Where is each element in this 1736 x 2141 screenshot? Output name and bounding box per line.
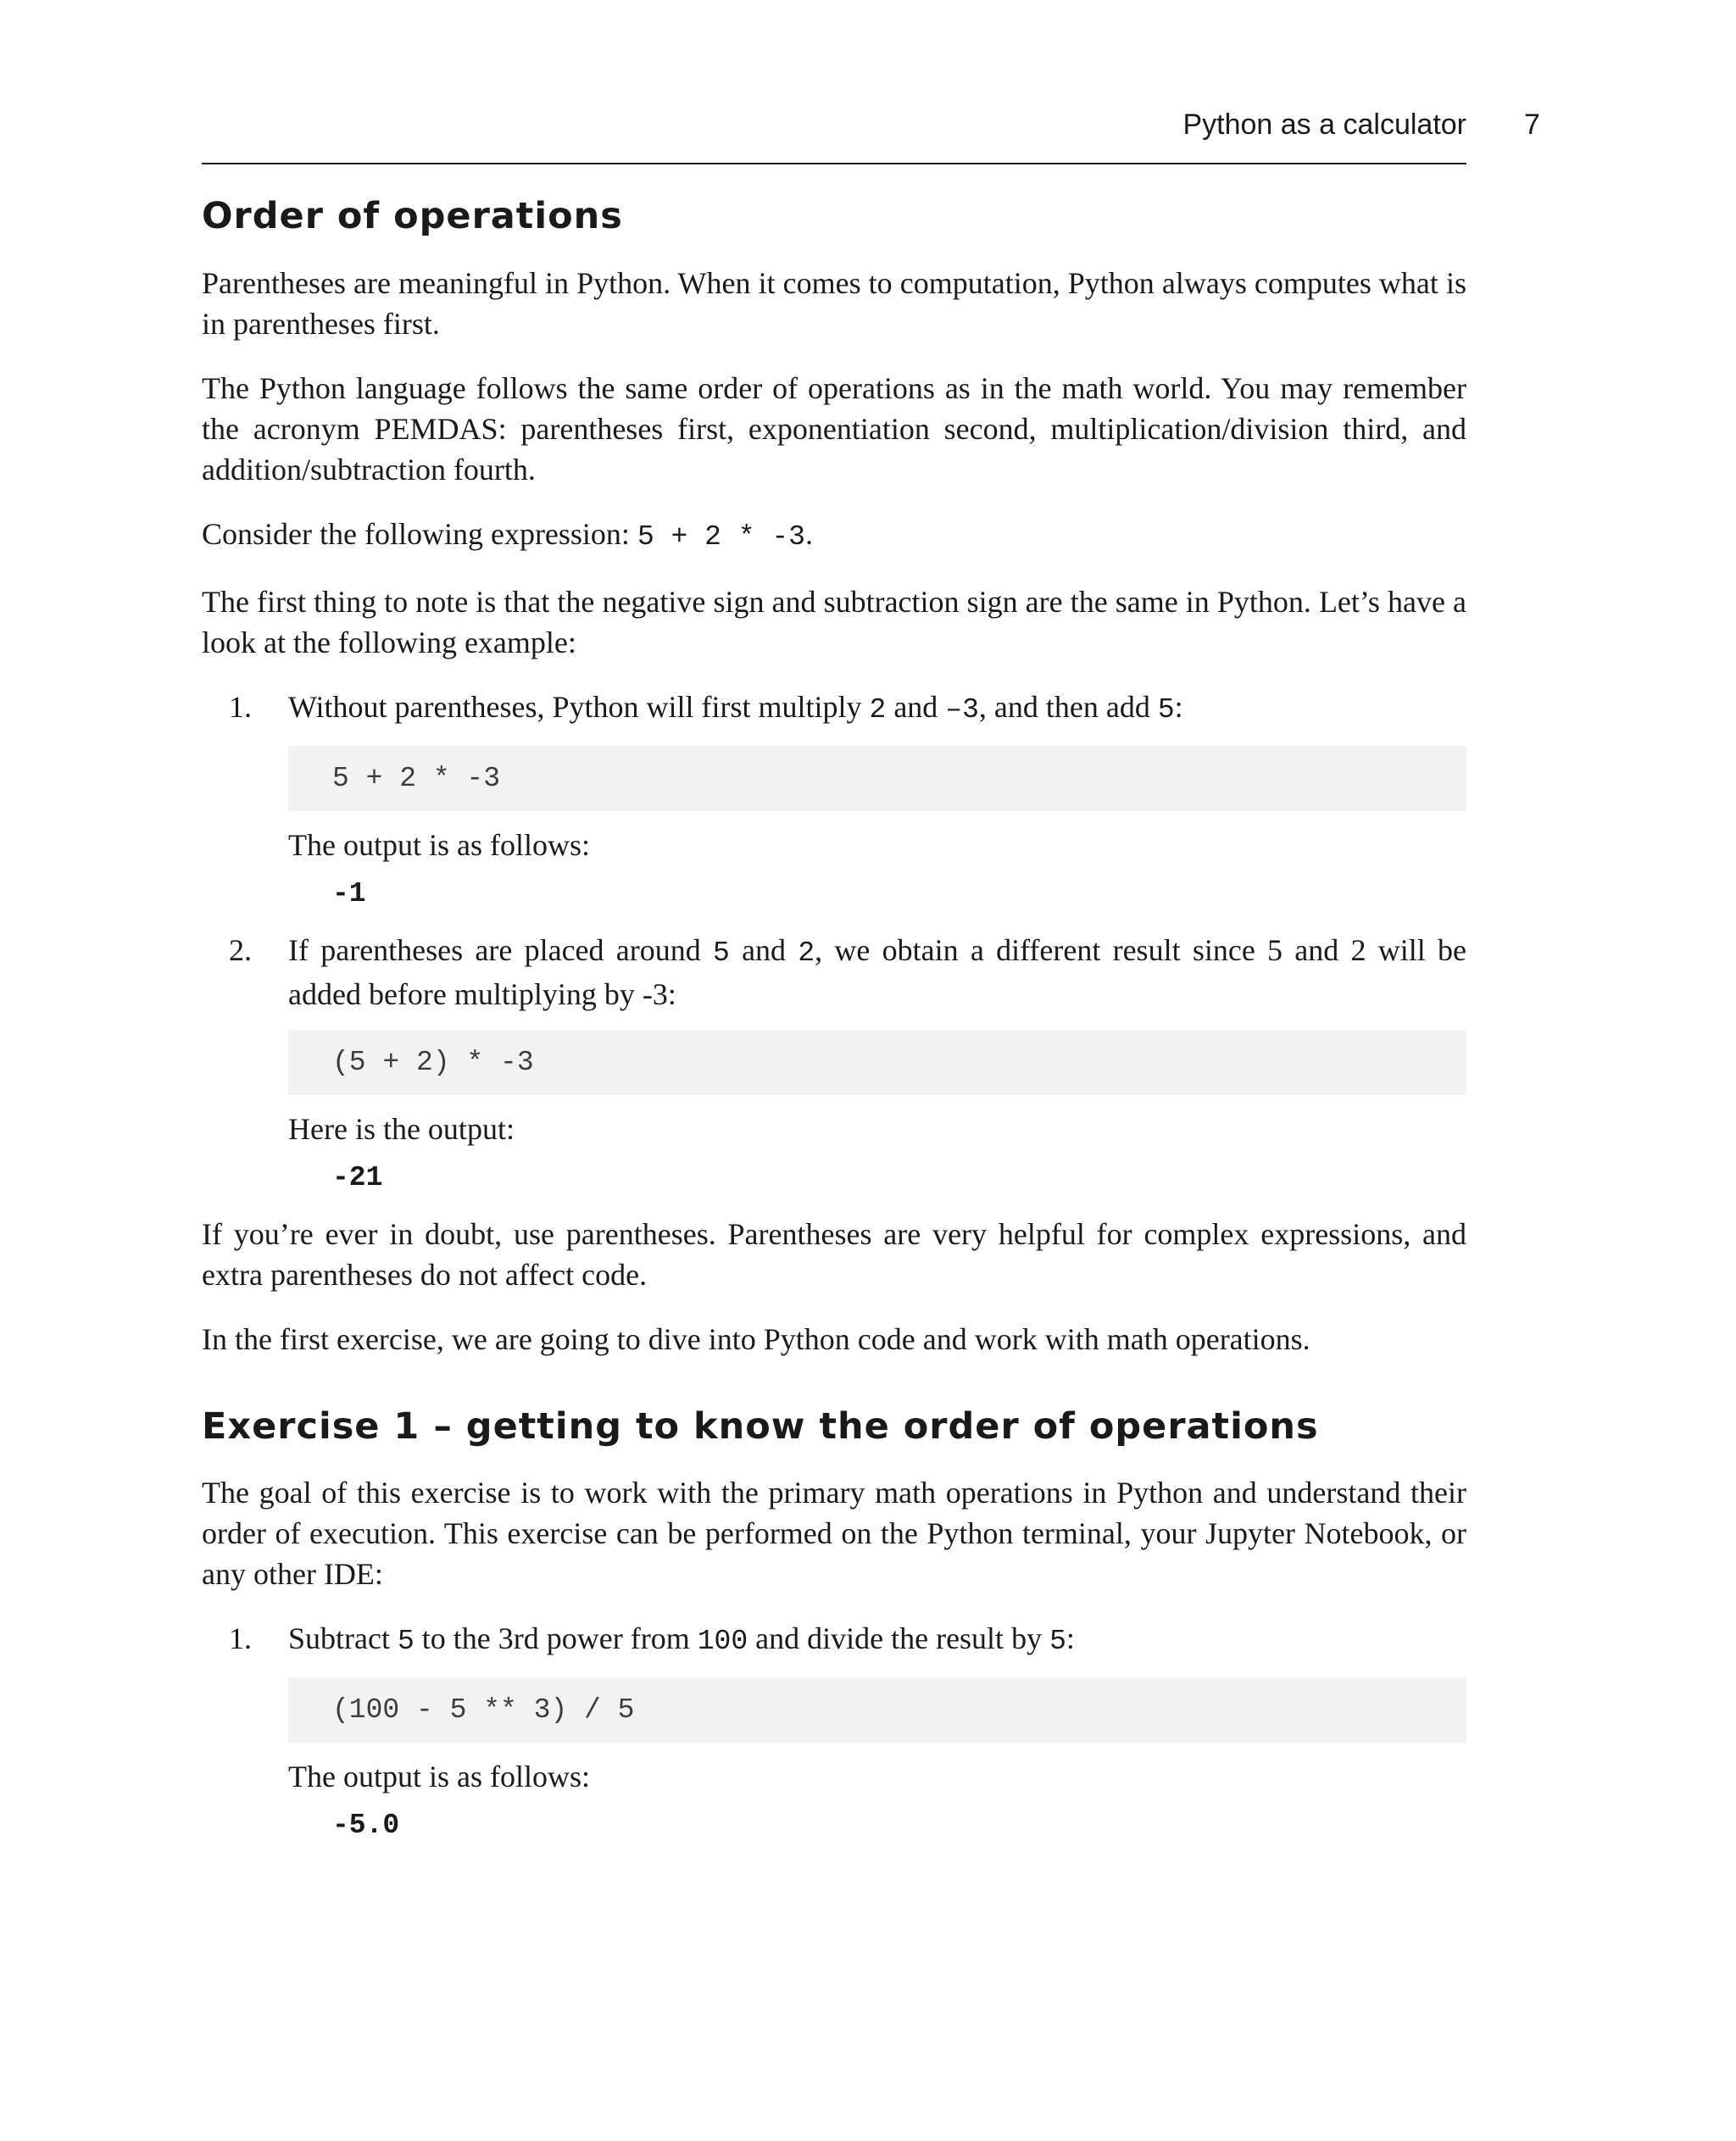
- output-label: The output is as follows:: [288, 827, 590, 862]
- text-span: and divide the result by: [748, 1621, 1050, 1656]
- text-span: , we obtain a different result since 5 and 2 will be added before multiplying by -3:: [288, 932, 1467, 1011]
- paragraph-first-exercise: In the first exercise, we are going to dive into Python code and work with math operations.: [202, 1321, 1310, 1356]
- running-header: [202, 103, 1466, 164]
- text-span: Without parentheses, Python will first multiply: [288, 689, 870, 724]
- exercise-steps-list: [202, 1618, 1466, 1846]
- code-output: -21: [332, 1161, 383, 1193]
- text-span: If parentheses are placed around: [288, 932, 714, 967]
- inline-code: 2: [869, 693, 887, 726]
- text-span: , and then add: [978, 689, 1158, 724]
- code-block: 5 + 2 * -3: [288, 746, 1466, 811]
- code-block: (100 - 5 ** 3) / 5: [288, 1677, 1466, 1743]
- output-label: Here is the output:: [288, 1111, 515, 1146]
- page-content: [202, 195, 1466, 1861]
- inline-code: 5: [713, 937, 730, 969]
- text-span: :: [1174, 689, 1183, 724]
- step-text: [288, 930, 1466, 1015]
- code-output: -1: [332, 877, 366, 909]
- page-number: 7: [1524, 108, 1540, 141]
- paragraph-pemdas: The Python language follows the same order of operations as in the math world. You may remember the acronym PEMDAS: parentheses first, exponentiation second, multiplication/division third, and addition/subtraction fourth.: [202, 370, 1466, 487]
- paragraph-doubt: If you’re ever in doubt, use parentheses. Parentheses are very helpful for complex expressions, and extra parentheses do not affect code.: [202, 1216, 1466, 1292]
- text-span: and: [729, 932, 798, 967]
- inline-code: 5: [1049, 1626, 1066, 1658]
- output-label: The output is as follows:: [288, 1760, 590, 1794]
- list-number: 1.: [229, 1621, 252, 1656]
- list-number: 1.: [229, 689, 252, 724]
- text-span: .: [804, 516, 813, 551]
- inline-code: 5: [397, 1626, 415, 1658]
- section-heading-order-of-operations: Order of operations: [202, 195, 623, 237]
- inline-code: 5: [1157, 693, 1175, 726]
- paragraph-exercise-goal: The goal of this exercise is to work with the primary math operations in Python and understand their order of execution. This exercise can be performed on the Python terminal, your Jupyter Notebook, or any other IDE:: [202, 1476, 1466, 1592]
- text-span: :: [1066, 1621, 1075, 1656]
- paragraph-consider-expression: [202, 514, 1466, 558]
- list-number: 2.: [229, 932, 252, 967]
- inline-code: –3: [945, 693, 979, 726]
- step-text: [288, 1618, 1466, 1662]
- list-item: [202, 687, 1466, 915]
- list-item: [202, 930, 1466, 1198]
- code-output: -5.0: [332, 1810, 400, 1842]
- step-text: [288, 687, 1466, 731]
- header-title: Python as a calculator: [1182, 108, 1466, 141]
- text-span: and: [886, 689, 946, 724]
- text-span: Subtract: [288, 1621, 398, 1656]
- section-heading-exercise-1: Exercise 1 – getting to know the order of operations: [202, 1404, 1319, 1448]
- inline-code: 2: [798, 937, 815, 969]
- paragraph-negative-sign: The first thing to note is that the negative sign and subtraction sign are the same in Python. Let’s have a look at the following example:: [202, 584, 1466, 659]
- inline-code: 5 + 2 * -3: [637, 520, 805, 553]
- paragraph-parentheses: Parentheses are meaningful in Python. When it comes to computation, Python always computes what is in parentheses first.: [202, 265, 1466, 341]
- text-span: Consider the following expression:: [202, 516, 637, 551]
- example-steps-list: [202, 687, 1466, 1198]
- code-block: (5 + 2) * -3: [288, 1030, 1466, 1095]
- text-span: to the 3rd power from: [414, 1621, 698, 1656]
- list-item: [202, 1618, 1466, 1846]
- inline-code: 100: [697, 1626, 748, 1658]
